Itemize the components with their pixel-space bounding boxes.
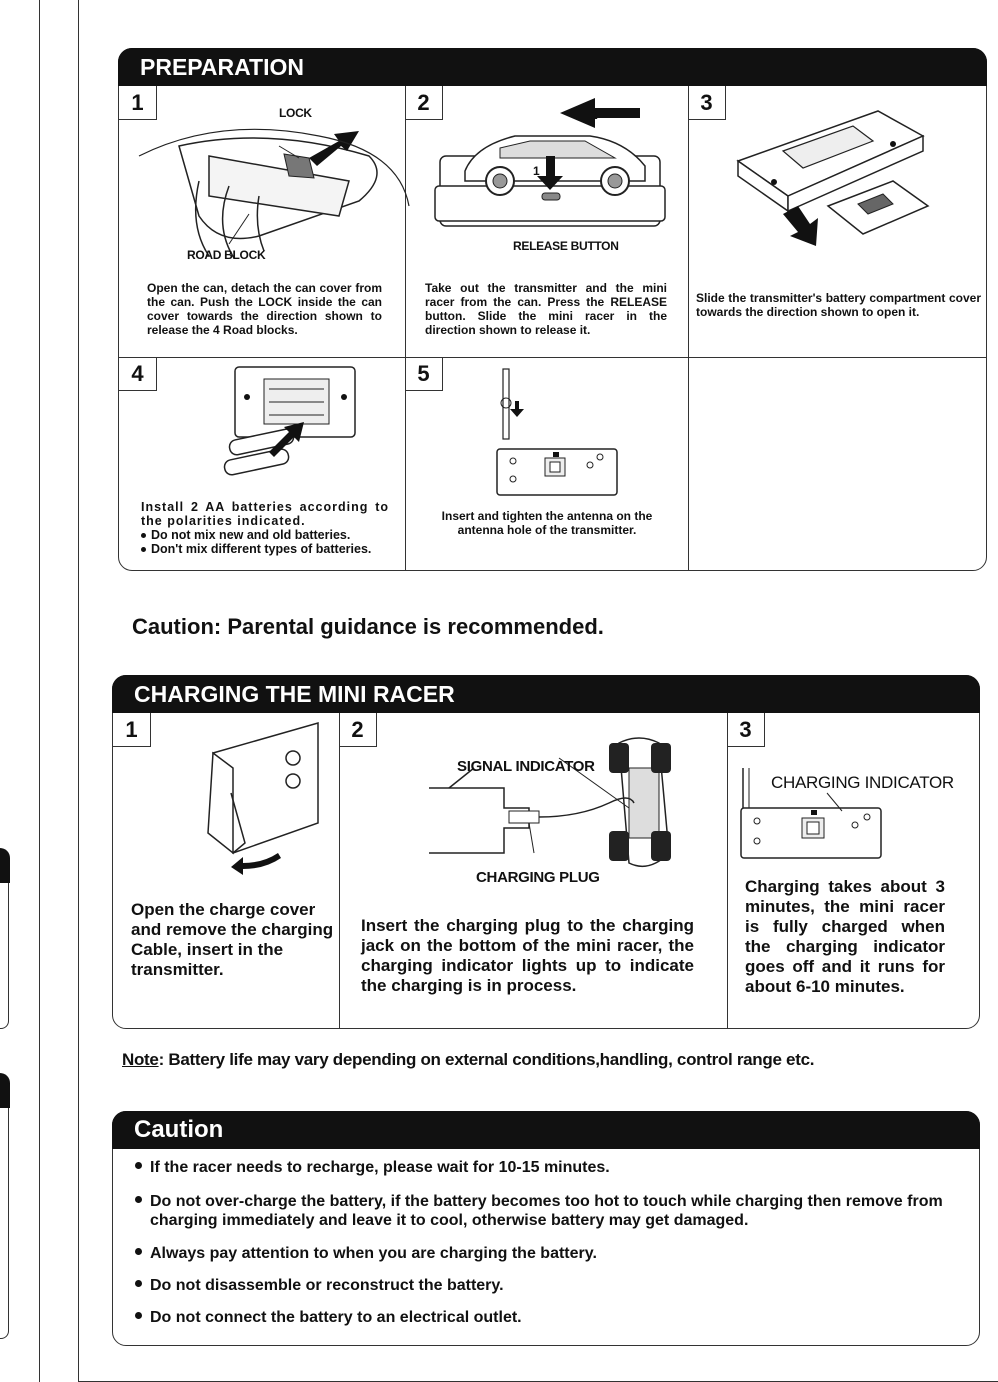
step-number: 2 bbox=[405, 86, 443, 120]
charging-section bbox=[112, 675, 980, 1029]
charging-plug-illustration bbox=[339, 713, 727, 888]
prep-step-1 bbox=[119, 86, 405, 357]
open-charge-cover-illustration bbox=[113, 713, 339, 893]
note-text: : Battery life may vary depending on external conditions,handling, control range etc. bbox=[158, 1050, 815, 1069]
charging-title: CHARGING THE MINI RACER bbox=[112, 675, 980, 713]
label-signal-indicator: SIGNAL INDICATOR bbox=[457, 758, 595, 775]
racer-release-illustration bbox=[405, 86, 688, 286]
step-description: Open the charge cover and remove the charging Cable, insert in the transmitter. bbox=[131, 900, 334, 979]
caution-section bbox=[112, 1111, 980, 1346]
left-page-tab bbox=[0, 1073, 10, 1108]
caution-title: Caution bbox=[112, 1111, 980, 1149]
label-lock: LOCK bbox=[279, 106, 312, 120]
caution-item-text: Always pay attention to when you are charging the battery. bbox=[150, 1245, 597, 1262]
note-label: Note bbox=[122, 1050, 159, 1069]
charging-step-2 bbox=[339, 713, 727, 1028]
battery-note bbox=[122, 1050, 814, 1070]
step-description: Charging takes about 3 minutes, the mini racer is fully charged when the charging indicator goes off and it runs for about 6-10 minutes. bbox=[745, 877, 945, 996]
step-number: 4 bbox=[119, 357, 157, 391]
step-number: 2 bbox=[339, 713, 377, 747]
preparation-section bbox=[118, 48, 987, 571]
step-description: Open the can, detach the can cover from the can. Push the LOCK inside the can cover towards the direction shown to release the 4 Road blocks. bbox=[147, 281, 382, 337]
label-release-button: RELEASE BUTTON bbox=[513, 239, 619, 253]
label-arrow-1: 1 bbox=[533, 164, 540, 178]
step-description: Take out the transmitter and the mini racer from the can. Press the RELEASE button. Slide the mini racer in the direction shown to release it. bbox=[425, 281, 667, 337]
step-text-bullet bbox=[141, 542, 389, 556]
preparation-title: PREPARATION bbox=[118, 48, 987, 86]
left-page-tab-box bbox=[0, 883, 9, 1029]
step-number: 3 bbox=[688, 86, 726, 120]
label-charging-plug: CHARGING PLUG bbox=[476, 869, 600, 886]
antenna-illustration bbox=[405, 357, 688, 497]
battery-cover-illustration bbox=[688, 86, 986, 286]
caution-item bbox=[135, 1192, 950, 1230]
bullet-dot bbox=[135, 1196, 142, 1203]
caution-item-text: Do not over-charge the battery, if the battery becomes too hot to touch while charging then remove from charging immediately and leave it to cool, otherwise battery may get damaged. bbox=[150, 1193, 943, 1229]
caution-item bbox=[135, 1276, 504, 1295]
caution-item-text: Do not disassemble or reconstruct the battery. bbox=[150, 1277, 504, 1294]
bullet-text: Do not mix new and old batteries. bbox=[151, 528, 351, 542]
step-description: Slide the transmitter's battery compartment cover towards the direction shown to open it. bbox=[696, 291, 981, 319]
step-description: Insert the charging plug to the charging jack on the bottom of the mini racer, the charging indicator lights up to indicate the charging is in process. bbox=[361, 916, 694, 995]
step-description: Insert and tighten the antenna on the antenna hole of the transmitter. bbox=[441, 509, 653, 537]
bullet-dot bbox=[135, 1280, 142, 1287]
bullet-dot bbox=[135, 1162, 142, 1169]
bullet-dot bbox=[135, 1312, 142, 1319]
step-text-line: Install 2 AA batteries according to the polarities indicated. bbox=[141, 500, 389, 528]
install-batteries-illustration bbox=[119, 357, 405, 487]
step-number: 1 bbox=[113, 713, 151, 747]
left-page-tab bbox=[0, 848, 10, 883]
left-page-tab-box bbox=[0, 1108, 9, 1339]
caution-parental-guidance: Caution: Parental guidance is recommended. bbox=[132, 614, 604, 639]
step-number: 5 bbox=[405, 357, 443, 391]
prep-step-2 bbox=[405, 86, 688, 357]
caution-item bbox=[135, 1244, 597, 1263]
step-text-bullet bbox=[141, 528, 389, 542]
step-description bbox=[141, 500, 389, 556]
label-road-block: ROAD BLOCK bbox=[187, 248, 266, 262]
label-arrow-2: 2 bbox=[591, 108, 598, 122]
caution-item-text: Do not connect the battery to an electrical outlet. bbox=[150, 1309, 522, 1326]
step-number: 3 bbox=[727, 713, 765, 747]
prep-step-4 bbox=[119, 357, 405, 570]
prep-step-3 bbox=[688, 86, 986, 357]
prep-step-5 bbox=[405, 357, 688, 570]
label-charging-indicator: CHARGING INDICATOR bbox=[771, 773, 954, 792]
charging-step-1 bbox=[113, 713, 339, 1028]
left-page-edge bbox=[0, 0, 40, 1382]
charging-step-3 bbox=[727, 713, 979, 1028]
caution-item bbox=[135, 1158, 610, 1177]
caution-item-text: If the racer needs to recharge, please wait for 10-15 minutes. bbox=[150, 1159, 610, 1176]
step-number: 1 bbox=[119, 86, 157, 120]
caution-item bbox=[135, 1308, 522, 1327]
bullet-dot bbox=[135, 1248, 142, 1255]
bullet-text: Don't mix different types of batteries. bbox=[151, 542, 372, 556]
